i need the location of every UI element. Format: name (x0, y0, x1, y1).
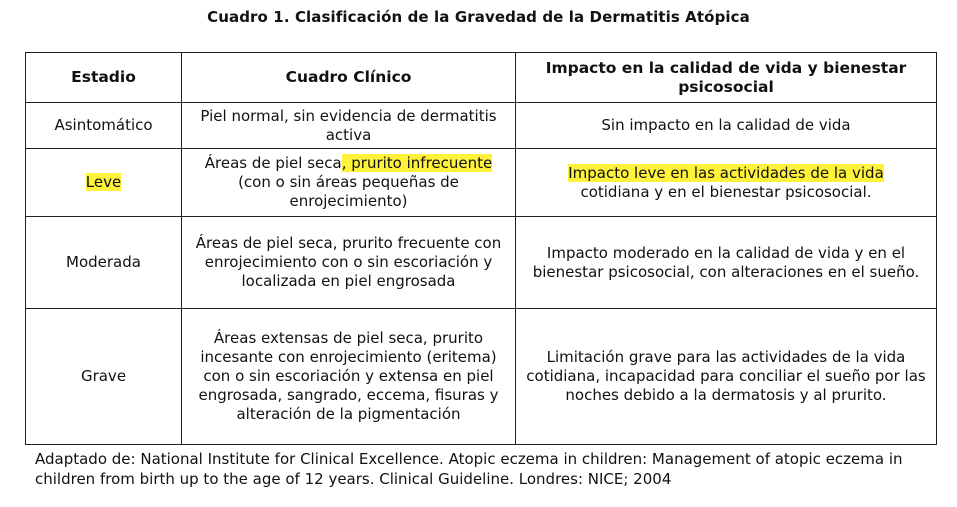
clinical-cell (182, 149, 516, 217)
source-caption: Adaptado de: National Institute for Clinical Excellence. Atopic eczema in children: Management of atopic eczema in children from birth up to the age of 12 years. Clinical Guideline. Londres: NICE; 2004 (35, 450, 903, 488)
impact-cell: Sin impacto en la calidad de vida (516, 103, 937, 149)
table-row (26, 149, 937, 217)
clinical-cell: Áreas de piel seca, prurito frecuente con enrojecimiento con o sin escoriación y localizada en piel engrosada (182, 217, 516, 309)
severity-table (25, 52, 937, 445)
table-title: Cuadro 1. Clasificación de la Gravedad de la Dermatitis Atópica (207, 8, 750, 26)
header-row (26, 53, 937, 103)
impact-cell: Limitación grave para las actividades de la vida cotidiana, incapacidad para conciliar el sueño por las noches debido a la dermatosis y al prurito. (516, 309, 937, 445)
impact-cell (516, 149, 937, 217)
impact-text: cotidiana y en el bienestar psicosocial. (580, 182, 872, 201)
highlighted-text: , prurito infrecuente (341, 154, 493, 172)
highlighted-text: Leve (85, 173, 122, 191)
highlighted-text: Impacto leve en las actividades de la vida (568, 163, 884, 182)
table-row (26, 103, 937, 149)
table-row (26, 217, 937, 309)
clinical-text: Áreas de piel seca (204, 154, 342, 172)
impact-cell: Impacto moderado en la calidad de vida y en el bienestar psicosocial, con alteraciones en el sueño. (516, 217, 937, 309)
header-clinical: Cuadro Clínico (182, 53, 516, 103)
header-stage: Estadio (26, 53, 182, 103)
clinical-cell: Piel normal, sin evidencia de dermatitis activa (182, 103, 516, 149)
clinical-text: (con o sin áreas pequeñas de enrojecimiento) (238, 173, 459, 210)
stage-cell: Moderada (26, 217, 182, 309)
stage-cell: Grave (26, 309, 182, 445)
clinical-cell: Áreas extensas de piel seca, prurito incesante con enrojecimiento (eritema) con o sin escoriación y extensa en piel engrosada, sangrado, eccema, fisuras y alteración de la pigmentación (182, 309, 516, 445)
table-row (26, 309, 937, 445)
stage-cell: Asintomático (26, 103, 182, 149)
header-impact: Impacto en la calidad de vida y bienestar psicosocial (516, 53, 937, 103)
stage-cell (26, 149, 182, 217)
